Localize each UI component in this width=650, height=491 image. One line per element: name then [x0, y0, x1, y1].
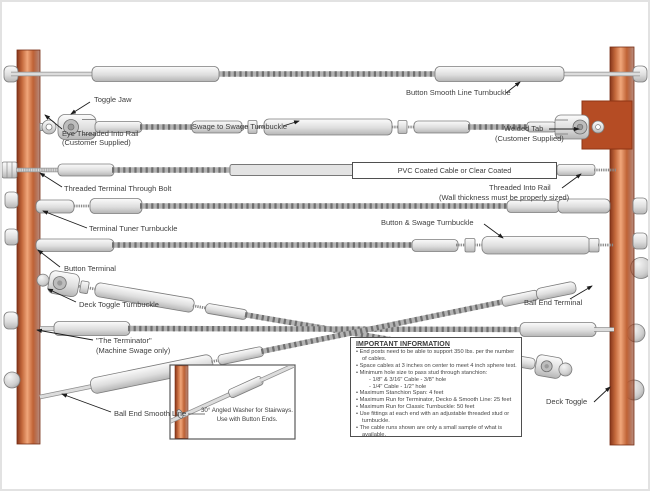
label-terminator-1: "The Terminator": [96, 336, 152, 345]
end-cap: [633, 198, 647, 214]
label-angled-washer-1: 30° Angled Washer for Stairways.: [200, 407, 293, 414]
label-button-swage: Button & Swage Turnbuckle: [381, 218, 474, 227]
end-cap: [5, 229, 18, 245]
terminal-tuner-turnbuckle: [90, 199, 142, 214]
info-item: • End posts need to be able to support 350 lbs. per the number of cables.: [356, 349, 517, 363]
info-subitem: - 1/8" & 3/16" Cable - 3/8" hole: [369, 376, 447, 383]
info-item: • The cable runs shown are only a small sample of what is available.: [356, 425, 517, 439]
pvc-coated-label-box: PVC Coated Cable or Clear Coated: [352, 162, 557, 179]
label-angled-washer-2: Use with Button Ends.: [216, 416, 278, 423]
label-ball-end-smooth: Ball End Smooth Line: [114, 409, 187, 418]
label-welded-tab-2: (Customer Supplied): [495, 134, 564, 143]
label-terminal-tuner: Terminal Tuner Turnbuckle: [89, 224, 178, 233]
label-threaded-into-rail-2: (Wall thickness must be properly sized): [439, 193, 570, 202]
label-eye-threaded-2: (Customer Supplied): [62, 138, 131, 147]
hex-bolt-head: [2, 162, 17, 178]
threaded-terminal: [58, 164, 114, 176]
label-toggle-jaw: Toggle Jaw: [94, 95, 132, 104]
ball-cap: [4, 372, 20, 388]
button-swage-turnbuckle: [482, 237, 590, 255]
terminator-fitting: [54, 322, 130, 336]
label-eye-threaded-1: Eye Threaded Into Rail: [62, 129, 139, 138]
deck-toggle-fitting: [534, 354, 574, 381]
inset-angled-washer: [162, 362, 295, 439]
important-information-box: [350, 337, 522, 437]
diagram-artwork: [2, 2, 648, 489]
info-item: • Maximum Stanchion Span: 4 feet: [356, 390, 517, 397]
label-swage-to-swage: Swage to Swage Turnbuckle: [192, 122, 288, 131]
label-deck-toggle-turnbuckle: Deck Toggle Turnbuckle: [79, 300, 159, 309]
info-item: • Minimum hole size to pass stud through stanchion:: [356, 370, 517, 377]
info-item: • Use fittings at each end with an adjustable threaded stud or turnbuckle.: [356, 411, 517, 425]
cable-run-terminator: [40, 322, 614, 337]
info-item: • Maximum Run for Classic Turnbuckle: 50 feet: [356, 404, 517, 411]
button-smooth-line-turnbuckle: [435, 67, 564, 82]
inset-post: [175, 366, 188, 439]
end-cap: [4, 312, 18, 329]
end-cap: [5, 192, 18, 208]
label-deck-toggle: Deck Toggle: [546, 397, 588, 406]
cable-run-button-swage: [36, 237, 614, 255]
label-ball-end-terminal: Ball End Terminal: [524, 298, 583, 307]
cable-run-button-smooth-line: [11, 67, 640, 82]
button-terminal-fitting: [36, 239, 114, 252]
right-post-caps: [633, 66, 647, 249]
welded-tab: [582, 101, 632, 149]
info-subitem: - 1/4" Cable - 1/2" hole: [369, 383, 427, 390]
label-threaded-terminal: Threaded Terminal Through Bolt: [64, 184, 172, 193]
info-item: • Space cables at 3 inches on center to meet 4 inch sphere test.: [356, 363, 517, 370]
pvc-coated-section: [230, 165, 354, 176]
label-terminator-2: (Machine Swage only): [96, 346, 171, 355]
deck-toggle-turnbuckle-fitting: [47, 270, 80, 298]
end-cap: [633, 233, 647, 249]
info-item: • Maximum Run for Terminator, Decko & Smooth Line: 25 feet: [356, 397, 517, 404]
info-title: IMPORTANT INFORMATION: [356, 341, 450, 348]
label-button-terminal: Button Terminal: [64, 264, 116, 273]
label-button-smooth-line: Button Smooth Line Turnbuckle: [406, 88, 511, 97]
label-welded-tab-1: Welded Tab: [504, 124, 544, 133]
smooth-line-turnbuckle: [92, 67, 219, 82]
label-threaded-into-rail-1: Threaded Into Rail: [489, 183, 551, 192]
